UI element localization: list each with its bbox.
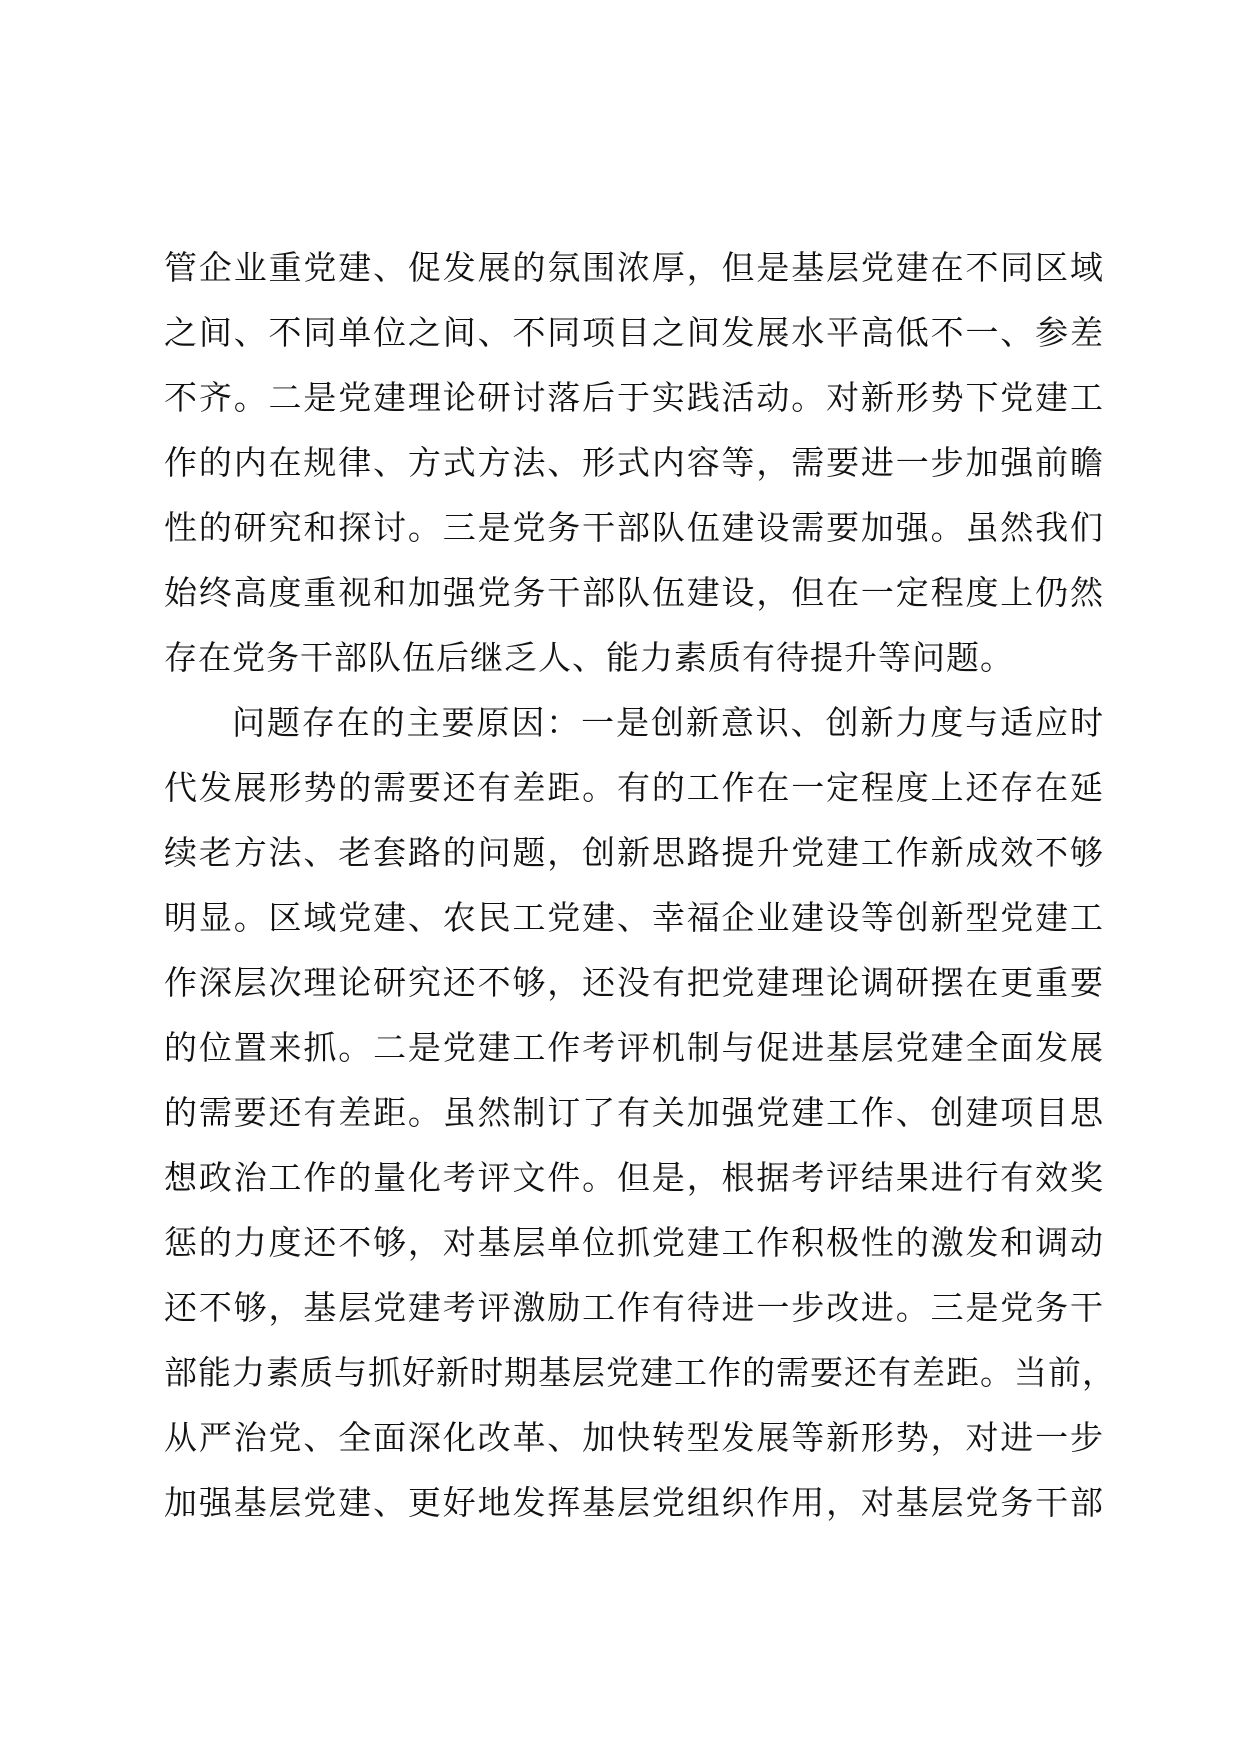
text-line: 代发展形势的需要还有差距。有的工作在一定程度上还存在延: [164, 768, 1104, 807]
text-line: 从严治党、全面深化改革、加快转型发展等新形势，对进一步: [164, 1418, 1104, 1457]
paragraph-start-line: 问题存在的主要原因：一是创新意识、创新力度与适应时: [232, 703, 1104, 742]
text-line: 的位置来抓。二是党建工作考评机制与促进基层党建全面发展: [164, 1028, 1104, 1067]
text-line: 作深层次理论研究还不够，还没有把党建理论调研摆在更重要: [164, 963, 1104, 1002]
text-line: 的需要还有差距。虽然制订了有关加强党建工作、创建项目思: [164, 1093, 1104, 1132]
text-line: 不齐。二是党建理论研讨落后于实践活动。对新形势下党建工: [164, 378, 1104, 417]
text-line: 明显。区域党建、农民工党建、幸福企业建设等创新型党建工: [164, 898, 1104, 937]
text-line: 之间、不同单位之间、不同项目之间发展水平高低不一、参差: [164, 313, 1104, 352]
text-line: 管企业重党建、促发展的氛围浓厚，但是基层党建在不同区域: [164, 248, 1104, 287]
text-line: 续老方法、老套路的问题，创新思路提升党建工作新成效不够: [164, 833, 1104, 872]
text-line: 还不够，基层党建考评激励工作有待进一步改进。三是党务干: [164, 1288, 1104, 1327]
text-line: 想政治工作的量化考评文件。但是，根据考评结果进行有效奖: [164, 1158, 1104, 1197]
text-line: 作的内在规律、方式方法、形式内容等，需要进一步加强前瞻: [164, 443, 1104, 482]
text-line: 存在党务干部队伍后继乏人、能力素质有待提升等问题。: [164, 638, 1014, 677]
text-line: 始终高度重视和加强党务干部队伍建设，但在一定程度上仍然: [164, 573, 1104, 612]
body-text: [164, 235, 1116, 1535]
text-line: 部能力素质与抓好新时期基层党建工作的需要还有差距。当前，: [164, 1353, 1116, 1392]
text-line: 性的研究和探讨。三是党务干部队伍建设需要加强。虽然我们: [164, 508, 1104, 547]
text-line: 加强基层党建、更好地发挥基层党组织作用，对基层党务干部: [164, 1483, 1104, 1522]
text-line: 惩的力度还不够，对基层单位抓党建工作积极性的激发和调动: [164, 1223, 1104, 1262]
